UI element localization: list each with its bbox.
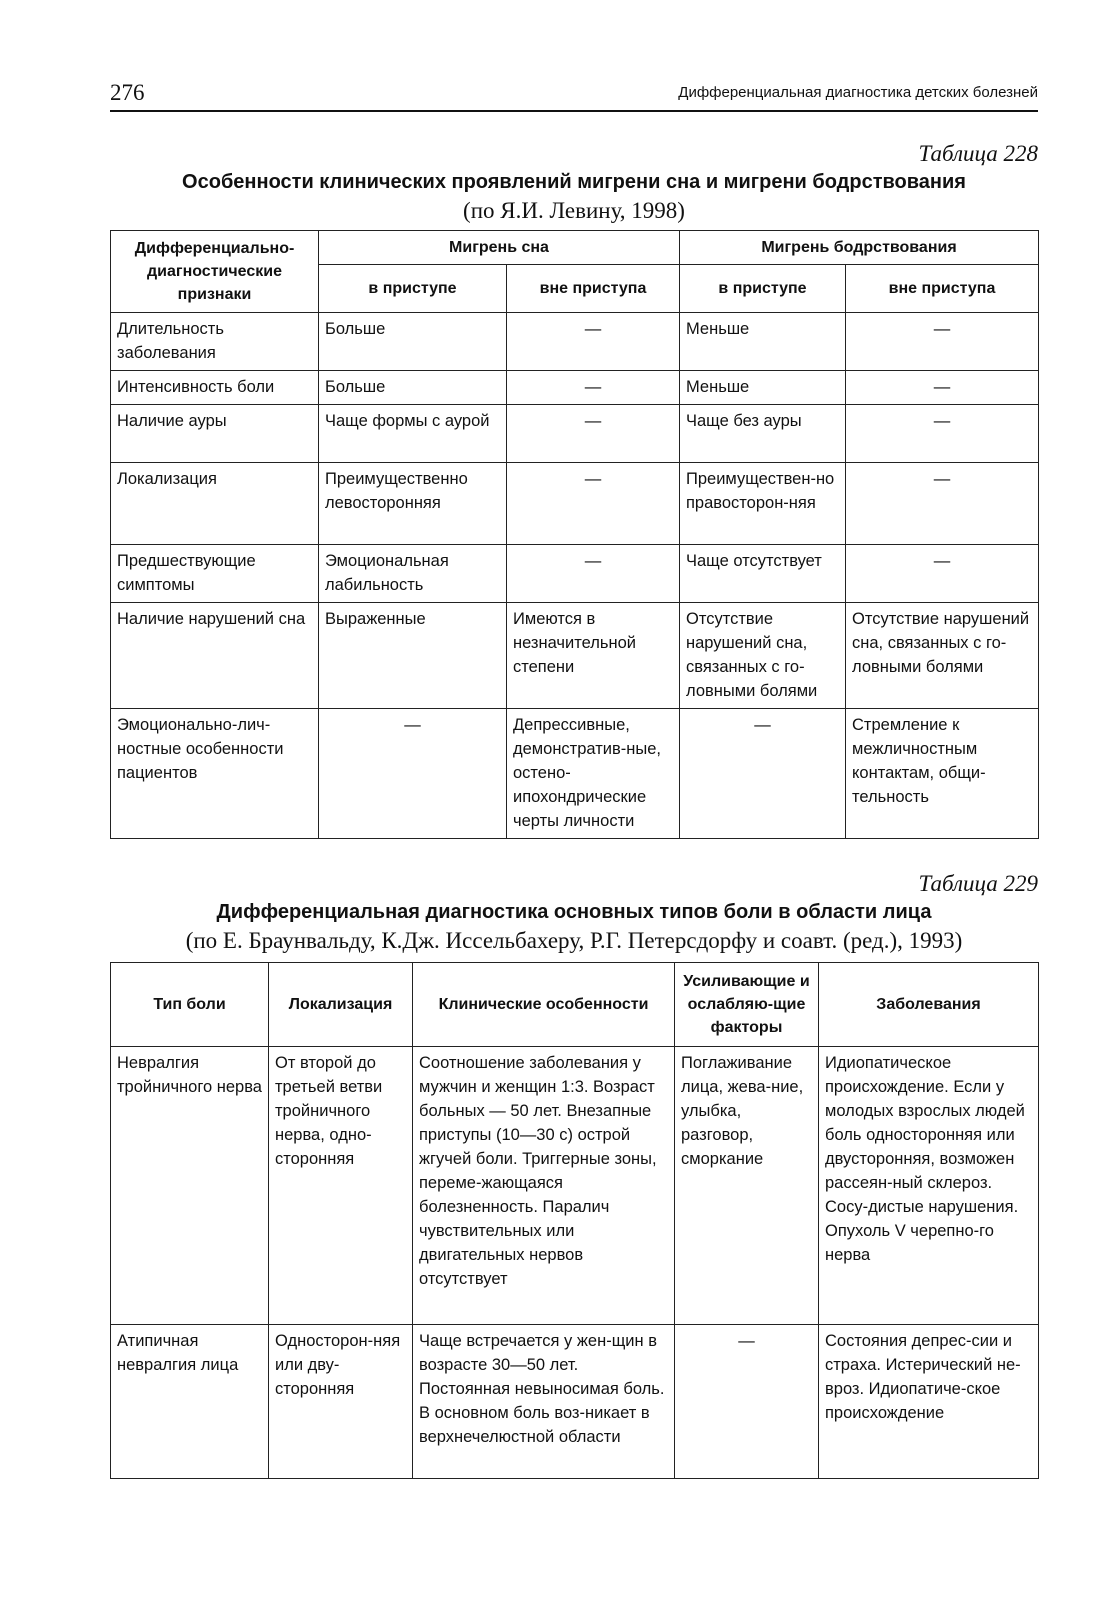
cell-sign: Локализация [111,463,319,545]
cell-wake-in: Отсутствие нарушений сна, связанных с го-ловными болями [680,603,846,709]
table-row [111,545,1039,603]
cell-location: Односторон-няя или дву-сторонняя [269,1325,413,1479]
header-wake-in-attack: в приступе [680,265,846,313]
table-228-title: Особенности клинических проявлений мигрени сна и мигрени бодрствования [182,171,966,193]
cell-wake-in: Меньше [680,313,846,371]
table-228-block [110,140,1038,839]
running-header [110,80,1038,112]
header-sleep-in-attack: в приступе [319,265,507,313]
cell-location: От второй до третьей ветви тройничного нерва, одно-сторонняя [269,1047,413,1325]
cell-sleep-out: — [507,545,680,603]
cell-sign: Интенсивность боли [111,371,319,405]
cell-sleep-out: Депрессивные, демонстратив-ные, остено-ипохондрические черты личности [507,709,680,839]
header-clinical-features: Клинические особенности [413,963,675,1047]
cell-features: Соотношение заболевания у мужчин и женщин 1:3. Возраст больных — 50 лет. Внезапные приступы (10—30 с) острой жгучей боли. Триггерные зоны, переме-жающаяся болезненность. Паралич чувствительных или двигательных нервов отсутствует [413,1047,675,1325]
table-row [111,1325,1039,1479]
table-228-source: (по Я.И. Левину, 1998) [463,198,685,223]
header-pain-type: Тип боли [111,963,269,1047]
header-diseases: Заболевания [819,963,1039,1047]
table-row [111,709,1039,839]
table-row [111,371,1039,405]
cell-sleep-out: — [507,405,680,463]
header-wake-migraine: Мигрень бодрствования [680,231,1039,265]
cell-sleep-in: Выраженные [319,603,507,709]
cell-sign: Предшествующие симптомы [111,545,319,603]
cell-diseases: Идиопатическое происхождение. Если у молодых взрослых людей боль односторонняя или двусторонняя, возможен рассеян-ный склероз. Сосу-дистые нарушения. Опухоль V черепно-го нерва [819,1047,1039,1325]
table-228 [110,230,1039,839]
cell-features: Чаще встречается у жен-щин в возрасте 30—50 лет. Постоянная невыносимая боль. В основном боль воз-никает в верхнечелюстной области [413,1325,675,1479]
table-229 [110,962,1039,1479]
header-wake-out-attack: вне приступа [846,265,1039,313]
cell-sleep-out: — [507,463,680,545]
table-row [111,1047,1039,1325]
header-sleep-out-attack: вне приступа [507,265,680,313]
cell-sleep-in: Преимущественно левосторонняя [319,463,507,545]
table-229-title: Дифференциальная диагностика основных типов боли в области лица [216,901,932,923]
cell-wake-in: Меньше [680,371,846,405]
cell-sign: Длительность заболевания [111,313,319,371]
cell-sleep-in: — [319,709,507,839]
table-228-label: Таблица 228 [918,141,1038,166]
cell-wake-out: Отсутствие нарушений сна, связанных с го-ловными болями [846,603,1039,709]
table-229-label: Таблица 229 [918,871,1038,896]
cell-sleep-out: — [507,313,680,371]
table-row [111,313,1039,371]
cell-pain-type: Атипичная невралгия лица [111,1325,269,1479]
running-title: Дифференциальная диагностика детских болезней [678,84,1038,101]
cell-sleep-out: Имеются в незначительной степени [507,603,680,709]
cell-wake-in: Чаще отсутствует [680,545,846,603]
cell-sign: Эмоционально-лич-ностные особенности пациентов [111,709,319,839]
cell-sleep-in: Больше [319,313,507,371]
cell-pain-type: Невралгия тройничного нерва [111,1047,269,1325]
cell-sleep-in: Больше [319,371,507,405]
cell-factors: Поглаживание лица, жева-ние, улыбка, разговор, сморкание [675,1047,819,1325]
header-factors: Усиливающие и ослабляю-щие факторы [675,963,819,1047]
cell-sleep-in: Чаще формы с аурой [319,405,507,463]
cell-diseases: Состояния депрес-сии и страха. Истерический не-вроз. Идиопатиче-ское происхождение [819,1325,1039,1479]
cell-wake-in: Чаще без ауры [680,405,846,463]
cell-wake-out: Стремление к межличностным контактам, общи-тельность [846,709,1039,839]
header-location: Локализация [269,963,413,1047]
cell-wake-in: Преимуществен-но правосторон-няя [680,463,846,545]
cell-wake-out: — [846,313,1039,371]
table-row [111,463,1039,545]
table-row [111,603,1039,709]
cell-wake-in: — [680,709,846,839]
header-signs: Дифференциально-диагностические признаки [111,231,319,313]
cell-factors: — [675,1325,819,1479]
table-229-source: (по Е. Браунвальду, К.Дж. Иссельбахеру, Р.Г. Петерсдорфу и соавт. (ред.), 1993) [185,928,963,953]
cell-sign: Наличие ауры [111,405,319,463]
cell-wake-out: — [846,371,1039,405]
table-229-block [110,870,1038,1479]
table-row [111,405,1039,463]
cell-sleep-out: — [507,371,680,405]
page-number: 276 [110,80,145,105]
header-sleep-migraine: Мигрень сна [319,231,680,265]
cell-wake-out: — [846,545,1039,603]
cell-wake-out: — [846,405,1039,463]
cell-sleep-in: Эмоциональная лабильность [319,545,507,603]
cell-wake-out: — [846,463,1039,545]
cell-sign: Наличие нарушений сна [111,603,319,709]
